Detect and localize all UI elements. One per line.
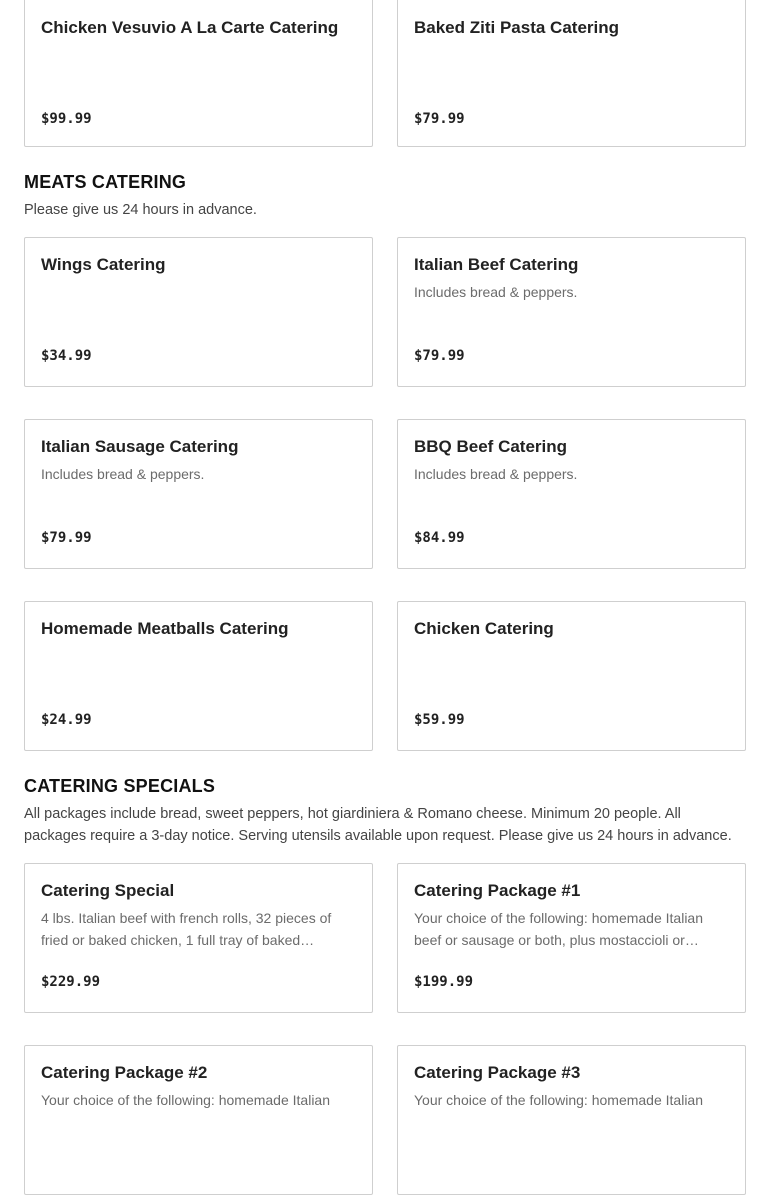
item-price: $199.99 — [414, 974, 474, 990]
menu-item-card[interactable] — [24, 601, 373, 751]
item-description: Your choice of the following: homemade Italian beef or sausage or both, plus mostaccioli or… — [414, 910, 703, 948]
item-name: Catering Package #2 — [41, 1063, 208, 1082]
item-name: Baked Ziti Pasta Catering — [414, 18, 620, 37]
item-description: 4 lbs. Italian beef with french rolls, 32 pieces of fried or baked chicken, 1 full tray of baked… — [41, 910, 332, 948]
menu-item-card[interactable] — [24, 419, 373, 569]
section-note-specials: All packages include bread, sweet peppers, hot giardiniera & Romano cheese. Minimum 20 people. All packages require a 3-day notice. Serving utensils available upon request. Please give us 24 hours in advance. — [24, 806, 732, 844]
item-price: $84.99 — [414, 530, 465, 546]
menu-item-card[interactable] — [397, 237, 746, 387]
item-price: $79.99 — [414, 348, 465, 364]
item-description: Includes bread & peppers. — [414, 284, 578, 300]
item-name: Italian Sausage Catering — [41, 437, 239, 456]
item-name: Wings Catering — [41, 255, 166, 274]
specials-items-grid — [24, 863, 746, 1195]
item-price: $79.99 — [41, 530, 92, 546]
section-note-meats: Please give us 24 hours in advance. — [24, 202, 257, 218]
item-price: $79.99 — [414, 111, 465, 127]
menu-item-card[interactable] — [24, 863, 373, 1013]
item-name: Homemade Meatballs Catering — [41, 619, 289, 638]
item-name: Chicken Vesuvio A La Carte Catering — [41, 18, 339, 37]
item-price: $34.99 — [41, 348, 92, 364]
menu-item-card[interactable] — [397, 419, 746, 569]
item-name: Catering Package #3 — [414, 1063, 581, 1082]
menu-item-card[interactable] — [397, 1045, 746, 1195]
item-name: Italian Beef Catering — [414, 255, 579, 274]
item-price: $24.99 — [41, 712, 92, 728]
menu-item-card[interactable] — [397, 601, 746, 751]
section-title-specials: CATERING SPECIALS — [24, 776, 216, 796]
item-name: BBQ Beef Catering — [414, 437, 568, 456]
item-name: Chicken Catering — [414, 619, 554, 638]
menu-item-card[interactable] — [24, 237, 373, 387]
item-description: Includes bread & peppers. — [414, 466, 578, 482]
menu-item-card[interactable] — [24, 0, 373, 147]
item-description: Includes bread & peppers. — [41, 466, 205, 482]
item-name: Catering Special — [41, 881, 175, 900]
item-price: $99.99 — [41, 111, 92, 127]
menu-item-card[interactable] — [397, 863, 746, 1013]
item-description: Your choice of the following: homemade Italian — [414, 1092, 703, 1108]
item-description: Your choice of the following: homemade Italian — [41, 1092, 330, 1108]
meats-items-grid — [24, 237, 746, 751]
item-price: $229.99 — [41, 974, 101, 990]
menu-item-card[interactable] — [24, 1045, 373, 1195]
top-items-grid — [24, 0, 746, 147]
menu-item-card[interactable] — [397, 0, 746, 147]
item-name: Catering Package #1 — [414, 881, 581, 900]
item-price: $59.99 — [414, 712, 465, 728]
section-title-meats: MEATS CATERING — [24, 172, 187, 192]
